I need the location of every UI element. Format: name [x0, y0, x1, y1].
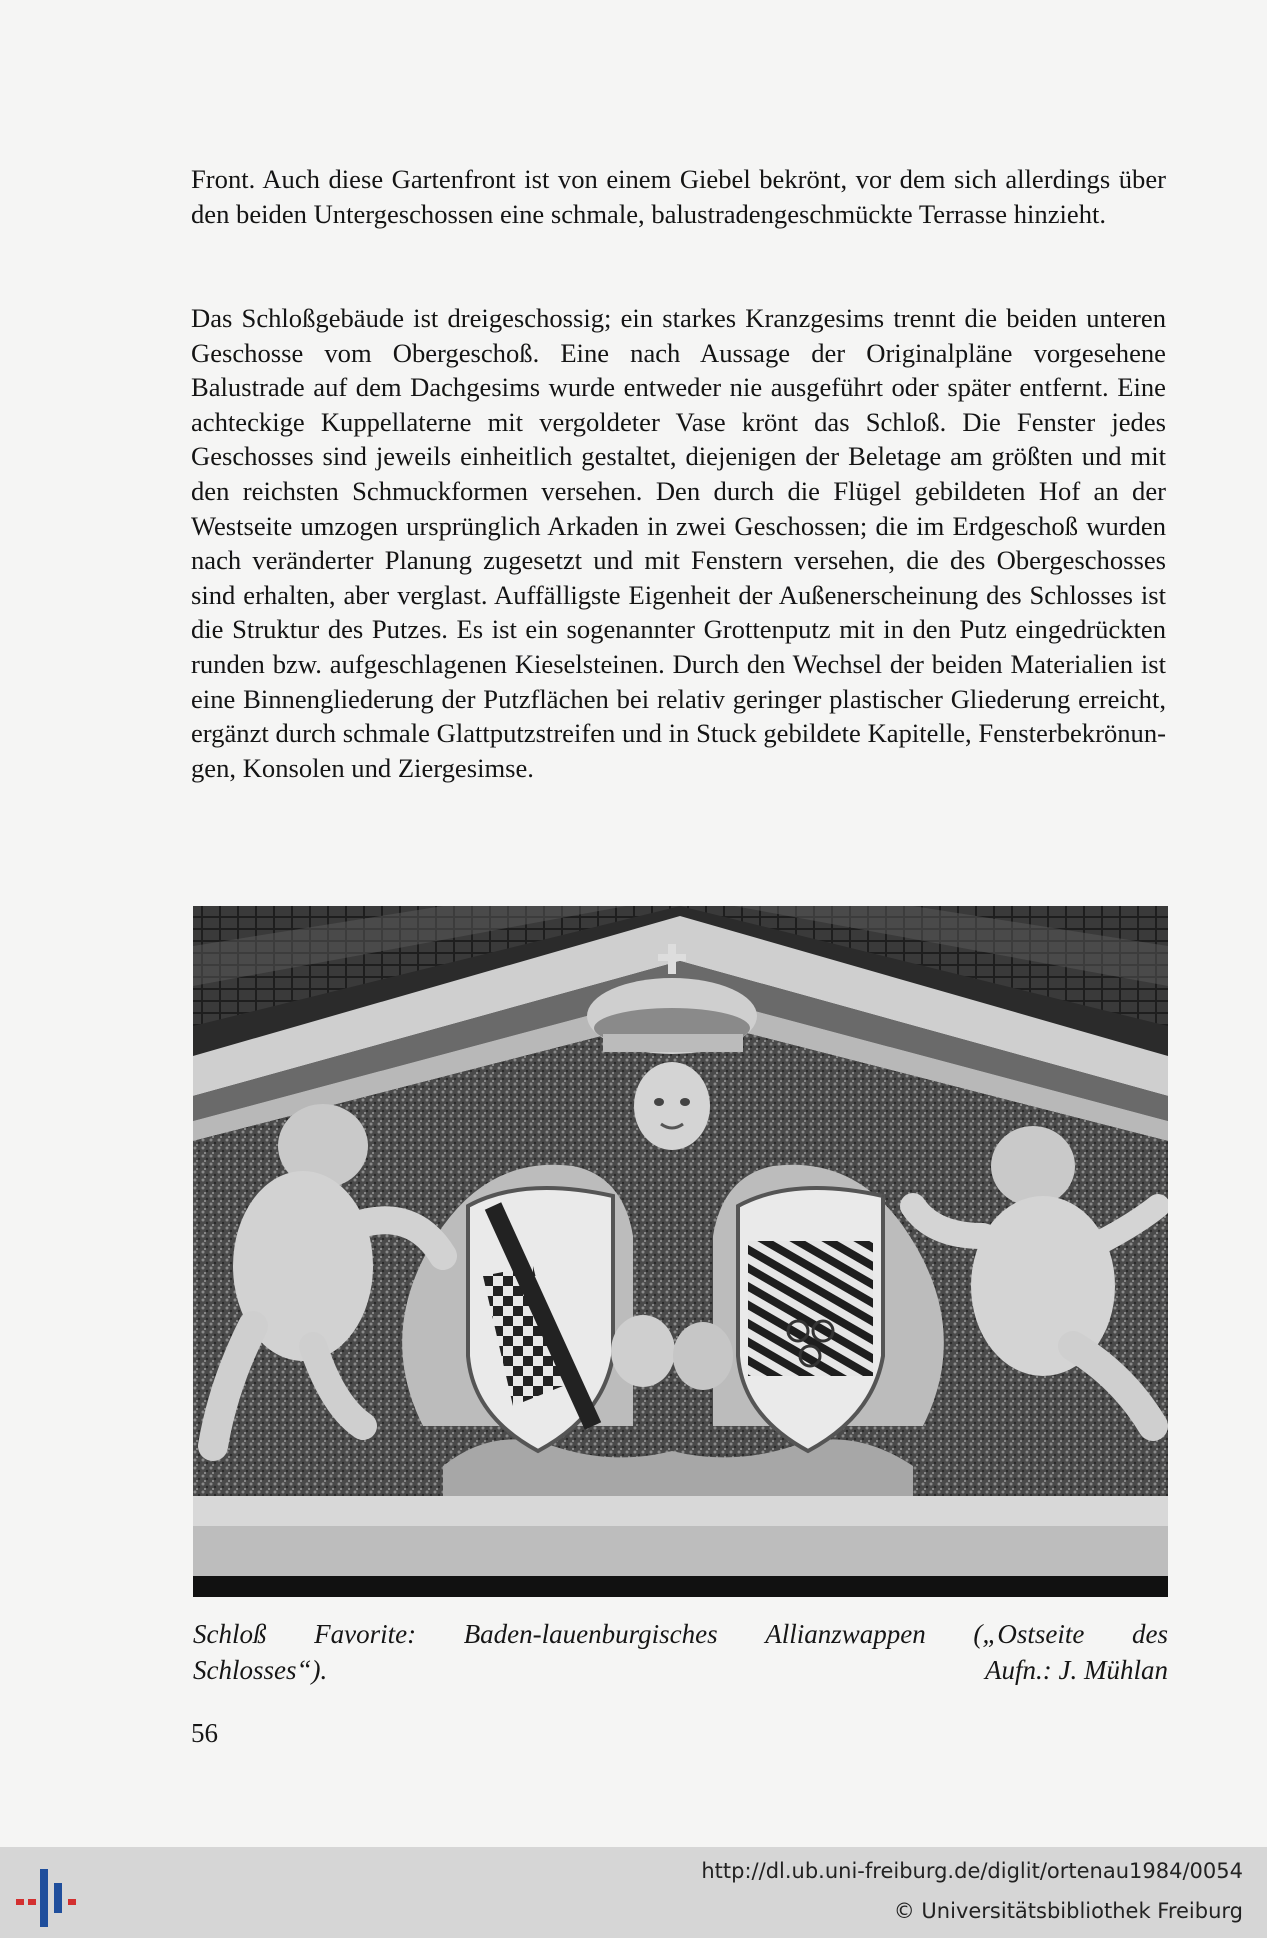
page-number: 56: [191, 1718, 218, 1748]
paragraph-2: Das Schloßgebäude ist dreigeschossig; ein starkes Kranzgesims trennt die beiden unteren Geschosse vom Obergeschoß. Eine nach Aussage der Originalpläne vorgesehene Balustrade auf dem Dachgesims wurde entweder nie ausgeführt oder später entfernt. Eine achteckige Kuppellaterne mit vergoldeter Vase krönt das Schloß. Die Fenster jedes Geschosses sind jeweils einheitlich gestaltet, diejenigen der Beletage am größten und mit den reichsten Schmuckformen versehen. Den durch die Flügel gebildeten Hof an der Westseite umzogen ursprünglich Arkaden in zwei Geschossen; die im Erdgeschoß wurden nach veränderter Planung zugesetzt und mit Fenstern versehen, die des Obergeschosses sind erhalten, aber verglast. Auffälligste Eigenheit der Außenerscheinung des Schlosses ist die Struktur des Putzes. Es ist ein sogenannter Grottenputz mit in den Putz eingedrückten runden bzw. aufgeschlagenen Kieselsteinen. Durch den Wechsel der beiden Materialien ist eine Binnengliederung der Putzflächen bei relativ geringer plastischer Gliederung erreicht, ergänzt durch schmale Glattputzstreifen und in Stuck gebildete Kapitelle, Fensterbekrönungen, Konsolen und Ziergesimse.: [191, 303, 1166, 783]
footer-bar: [0, 1847, 1267, 1938]
paragraph-1: Front. Auch diese Gartenfront ist von einem Giebel bekrönt, vor dem sich allerdings über den beiden Untergeschossen eine schmale, balustradengeschmückte Terrasse hinzieht.: [191, 164, 1166, 229]
photo-credit: Aufn.: J. Mühlan: [985, 1655, 1168, 1685]
caption-word: des: [1131, 1619, 1168, 1649]
caption-word: („Ostseite: [973, 1619, 1085, 1649]
figure-caption: [193, 1616, 1168, 1688]
caption-word: Baden-lauenburgisches: [463, 1619, 718, 1649]
footer-url-link[interactable]: http://dl.ub.uni-freiburg.de/diglit/ortenau1984/0054: [701, 1859, 1243, 1883]
caption-word: Allianzwappen: [765, 1619, 926, 1649]
caption-line-2: [193, 1652, 1168, 1688]
ub-freiburg-logo-icon: [14, 1861, 84, 1931]
caption-text-end: Schlosses“).: [193, 1655, 328, 1685]
coat-of-arms-photo: [193, 906, 1168, 1597]
caption-line-1: [193, 1616, 1168, 1652]
footer-copyright: © Universitätsbibliothek Freiburg: [893, 1899, 1243, 1923]
caption-word: Favorite:: [314, 1619, 417, 1649]
caption-word: Schloß: [193, 1619, 267, 1649]
